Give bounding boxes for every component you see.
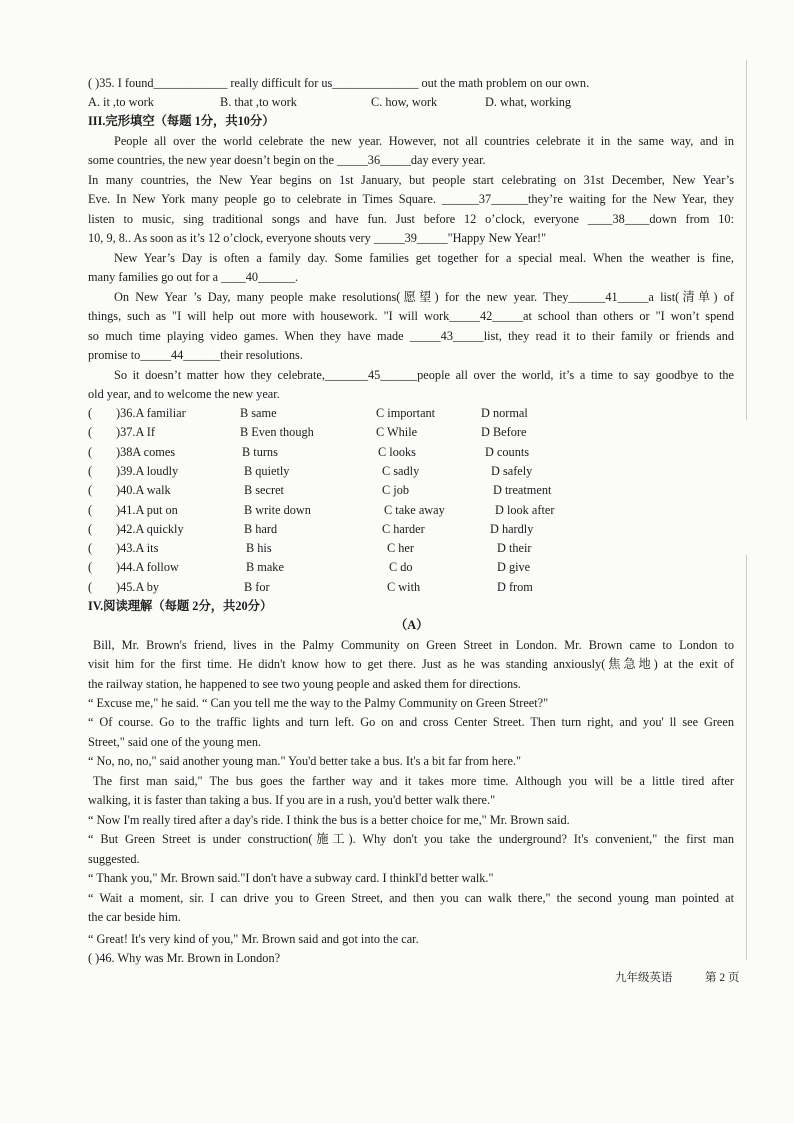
option-a: A. it ,to work	[88, 95, 154, 109]
cloze-line: People all over the world celebrate the new year. However, not all countries celebrate it in the same way, and in	[114, 134, 734, 148]
passage-line: visit him for the first time. He didn't know how to get there. Just as he was standing anxiously(焦急地) at the exit of	[88, 657, 734, 671]
passage-line: “ But Green Street is under construction(施工). Why don't you take the underground? It's convenient," the first man	[88, 832, 734, 846]
cloze-line: many families go out for a ____40______.	[88, 270, 299, 284]
cloze-line: New Year’s Day is often a family day. Some families get together for a special meal. When the weather is fine,	[114, 251, 734, 265]
footer-subject: 九年级英语	[615, 972, 673, 984]
question-35-options	[88, 94, 648, 110]
option-d: D. what, working	[485, 95, 572, 109]
option-c: C. how, work	[371, 95, 438, 109]
passage-line: The first man said," The bus goes the farther way and it takes more time. Although you will be a little tired after	[93, 774, 734, 788]
passage-line: suggested.	[88, 852, 140, 866]
scan-margin-line	[746, 60, 747, 960]
cloze-line: listen to music, sing traditional songs and have fun. Just before 12 o’clock, everyone ____38____down from 10:	[88, 212, 734, 226]
cloze-option-row: ( )42.A quickly B hard C harder D hardly	[88, 522, 534, 536]
passage-line: walking, it is faster than taking a bus. If you are in a rush, you'd better walk there."	[88, 793, 496, 807]
passage-line: Bill, Mr. Brown's friend, lives in the Palmy Community on Green Street in London. Mr. Brown came to London to	[93, 638, 734, 652]
passage-line: “ No, no, no," said another young man." You'd better take a bus. It's a bit far from here."	[88, 754, 522, 768]
cloze-line: some countries, the new year doesn’t begin on the _____36_____day every year.	[88, 153, 486, 167]
cloze-option-row: ( )40.A walk B secret C job D treatment	[88, 483, 552, 497]
cloze-option-row: ( )36.A familiar B same C important D normal	[88, 406, 528, 420]
passage-line: “ Thank you," Mr. Brown said."I don't have a subway card. I thinkI'd better walk."	[88, 871, 494, 885]
cloze-line: so much time playing video games. When they have made _____43_____list, they read it to their family or friends and	[88, 329, 734, 343]
footer-page-number: 第 2 页	[705, 972, 740, 984]
cloze-option-row: ( )41.A put on B write down C take away D look after	[88, 503, 555, 517]
cloze-option-row: ( )43.A its B his C her D their	[88, 541, 532, 555]
cloze-line: promise to_____44______their resolutions.	[88, 348, 303, 362]
passage-line: the car beside him.	[88, 910, 181, 924]
option-b: B. that ,to work	[220, 95, 297, 109]
passage-line: Street," said one of the young men.	[88, 735, 262, 749]
cloze-line: On New Year ’s Day, many people make resolutions(愿望) for the new year. They______41_____a list(清单) of	[114, 290, 734, 304]
cloze-option-row: ( )38A comes B turns C looks D counts	[88, 445, 530, 459]
section-4-title: IV.阅读理解（每题 2分，共20分）	[88, 599, 273, 613]
cloze-line: Eve. In New York many people go to celebrate in Times Square. ______37______they’re waiting for the New Year, they	[88, 192, 734, 206]
cloze-option-row: ( )39.A loudly B quietly C sadly D safely	[88, 464, 533, 478]
cloze-line: old year, and to welcome the new year.	[88, 387, 280, 401]
question-46: ( )46. Why was Mr. Brown in London?	[88, 951, 281, 965]
passage-line: the railway station, he happened to see two young people and asked them for directions.	[88, 677, 521, 691]
question-35-stem: ( )35. I found____________ really difficult for us______________ out the math problem on our own.	[88, 76, 590, 90]
cloze-line: So it doesn’t matter how they celebrate,_______45______people all over the world, it’s a time to say goodbye to the	[114, 368, 734, 382]
passage-line: “ Great! It's very kind of you," Mr. Brown said and got into the car.	[88, 932, 419, 946]
passage-label: （A）	[395, 618, 429, 632]
section-3-title: III.完形填空（每题 1分，共10分）	[88, 114, 275, 128]
cloze-option-row: ( )45.A by B for C with D from	[88, 580, 533, 594]
passage-line: “ Wait a moment, sir. I can drive you to Green Street, and then you can walk there," the second young man pointed at	[88, 891, 734, 905]
cloze-line: things, such as "I will help out more with housework. "I will work_____42_____at school than others or "I won’t spend	[88, 309, 734, 323]
passage-line: “ Now I'm really tired after a day's ride. I think the bus is a better choice for me," Mr. Brown said.	[88, 813, 570, 827]
passage-line: “ Excuse me," he said. “ Can you tell me the way to the Palmy Community on Green Street?"	[88, 696, 549, 710]
cloze-option-row: ( )37.A If B Even though C While D Before	[88, 425, 527, 439]
passage-line: “ Of course. Go to the traffic lights and turn left. Go on and cross Center Street. Then turn right, and you' ll see Green	[88, 715, 734, 729]
cloze-line: In many countries, the New Year begins on 1st January, but people start celebrating on 31st December, New Year’s	[88, 173, 734, 187]
cloze-option-row: ( )44.A follow B make C do D give	[88, 560, 531, 574]
cloze-line: 10, 9, 8.. As soon as it’s 12 o’clock, everyone shouts very _____39_____"Happy New Year!"	[88, 231, 547, 245]
